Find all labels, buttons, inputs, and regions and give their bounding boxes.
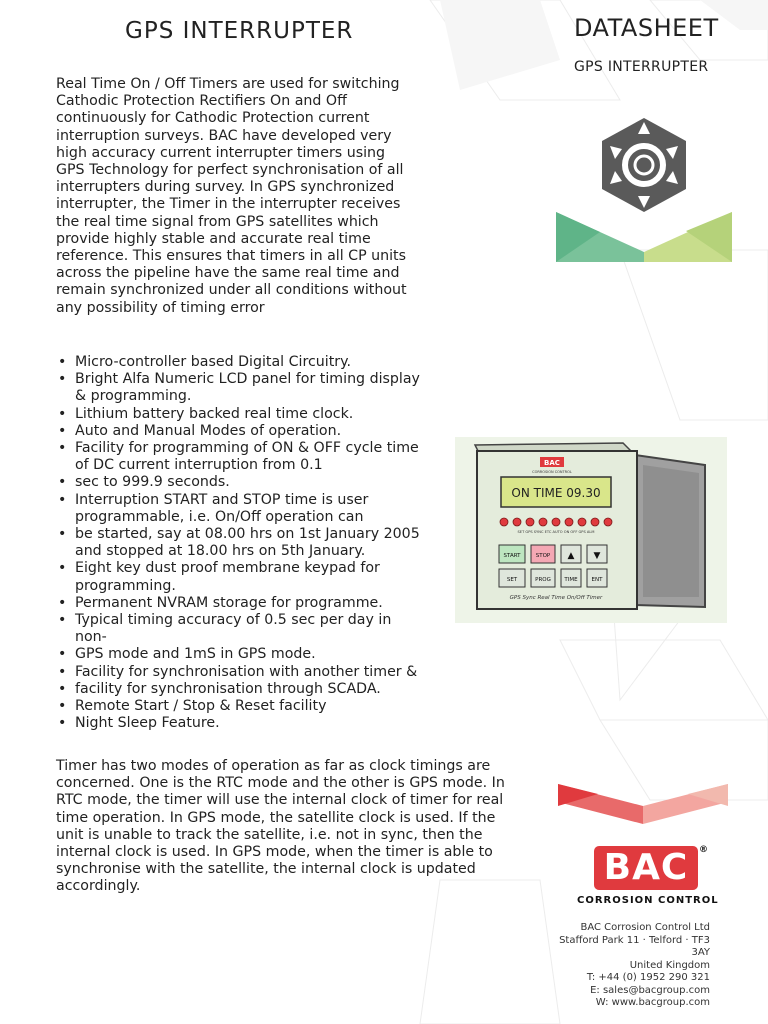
device-lcd-text: ON TIME 09.30: [511, 486, 601, 500]
green-chevron-decoration: [556, 212, 732, 262]
contact-email[interactable]: E: sales@bacgroup.com: [590, 984, 710, 996]
contact-phone: T: +44 (0) 1952 290 321: [586, 972, 710, 983]
device-key-up: ▲: [567, 551, 575, 561]
device-key-down: ▼: [593, 551, 601, 561]
device-key-ent: ENT: [591, 577, 603, 583]
red-chevron-decoration: [558, 784, 728, 824]
feature-item: • Bright Alfa Numeric LCD panel for timing display & programming.: [56, 371, 426, 405]
feature-item: • Auto and Manual Modes of operation.: [56, 423, 426, 440]
timer-device-image: [455, 437, 727, 623]
page-title: GPS INTERRUPTER: [125, 18, 354, 44]
feature-item: • Eight key dust proof membrane keypad for programming.: [56, 560, 426, 594]
company-tagline: CORROSION CONTROL: [577, 895, 719, 906]
device-footer-label: GPS Sync Real Time On/Off Timer: [509, 595, 603, 601]
feature-item: • Typical timing accuracy of 0.5 sec per day in non-: [56, 612, 426, 646]
feature-item: • Interruption START and STOP time is user programmable, i.e. On/Off operation can: [56, 492, 426, 526]
datasheet-subtitle: GPS INTERRUPTER: [574, 59, 709, 75]
device-key-stop: STOP: [535, 553, 551, 559]
gear-target-icon: [598, 116, 690, 214]
address-line: United Kingdom: [629, 959, 710, 971]
feature-item: • Permanent NVRAM storage for programme.: [56, 595, 426, 612]
feature-item: • Facility for programming of ON & OFF cycle time of DC current interruption from 0.1: [56, 440, 426, 474]
registered-mark: ®: [699, 845, 708, 855]
feature-item: • Night Sleep Feature.: [56, 715, 426, 732]
device-key-start: START: [503, 553, 521, 559]
device-led-labels: SET GPS SYNC ETC AUTO ON OFF GPS ALM: [517, 530, 595, 534]
address-line: Stafford Park 11 · Telford · TF3 3AY: [559, 934, 710, 958]
feature-item: • Lithium battery backed real time clock.: [56, 406, 426, 423]
address-line: BAC Corrosion Control Ltd: [580, 922, 710, 933]
device-key-set: SET: [506, 577, 518, 583]
intro-paragraph: Real Time On / Off Timers are used for switching Cathodic Protection Rectifiers On and Off continuously for Cathodic Protection current interruption surveys. BAC have developed very high accuracy current interrupter timers using GPS Technology for perfect synchronisation of all interrupters during survey. In GPS synchronized interrupter, the Timer in the interrupter receives the real time signal from GPS satellites which provide highly stable and accurate real time reference. This ensures that timers in all CP units across the pipeline have the same real time and remain synchronized under all conditions without any possibility of timing error: [56, 76, 407, 316]
feature-item: • Facility for synchronisation with another timer &: [56, 664, 426, 681]
device-key-prog: PROG: [535, 577, 551, 583]
contact-website[interactable]: W: www.bacgroup.com: [595, 997, 710, 1008]
feature-item: • Remote Start / Stop & Reset facility: [56, 698, 426, 715]
company-address: [552, 922, 710, 972]
device-key-time: TIME: [564, 577, 578, 583]
feature-item: • be started, say at 08.00 hrs on 1st January 2005 and stopped at 18.00 hrs on 5th January.: [56, 526, 426, 560]
feature-list: [56, 354, 426, 732]
feature-item: • Micro-controller based Digital Circuitry.: [56, 354, 426, 371]
feature-item: • GPS mode and 1mS in GPS mode.: [56, 646, 426, 663]
device-brand-sub: CORROSION CONTROL: [532, 470, 572, 474]
company-contact: [552, 972, 710, 1010]
feature-item: • sec to 999.9 seconds.: [56, 474, 426, 491]
modes-paragraph: Timer has two modes of operation as far as clock timings are concerned. One is the RTC mode and the other is GPS mode. In RTC mode, the timer will use the internal clock of timer for real time operation. In GPS mode, the satellite clock is used. If the unit is unable to track the satellite, i.e. not in sync, then the internal clock is used. In GPS mode, when the timer is able to synchronise with the satellite, the internal clock is updated accordingly.: [56, 758, 505, 895]
feature-item: • facility for synchronisation through SCADA.: [56, 681, 426, 698]
bac-logo: BAC: [594, 846, 698, 890]
timer-device-illustration: [455, 437, 727, 623]
device-brand-badge: BAC: [544, 459, 560, 467]
datasheet-label: DATASHEET: [574, 14, 719, 42]
